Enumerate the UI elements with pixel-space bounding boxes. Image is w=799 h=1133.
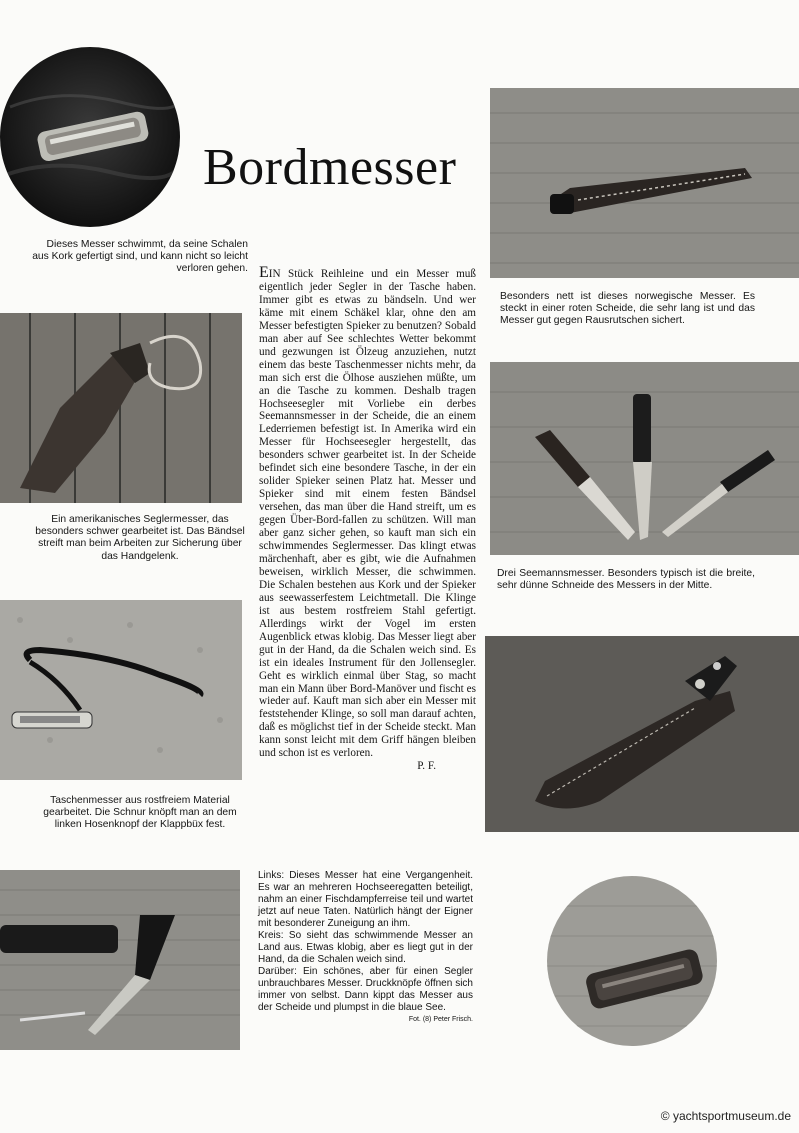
photo-knife-in-sheath <box>485 636 799 832</box>
caption-left: Links: Dieses Messer hat eine Vergangenheit. Es war an mehreren Hochseeregatten beteiligt, nahm an einer Fischdampferreise teil und wartet jetzt auf neue Taten. Natürlich hängt der Eigner mit besonderer Zuneigung an ihm. <box>258 870 473 929</box>
caption-three-knives: Drei Seemannsmesser. Besonders typisch ist die breite, sehr dünne Schneide des Messers in der Mitte. <box>497 568 755 592</box>
page-title: Bordmesser <box>203 139 457 196</box>
photo-floating-knife-water <box>0 47 180 227</box>
captions-lower-block <box>258 870 473 1026</box>
watermark: © yachtsportmuseum.de <box>660 1109 791 1123</box>
caption-pocket-knife: Taschenmesser aus rostfreiem Material gearbeitet. Die Schnur knöpft man an dem linken Hosenknopf der Klappbüx fest. <box>43 795 237 831</box>
caption-circle: Kreis: So sieht das schwimmende Messer an Land aus. Etwas klobig, aber es liegt gut in der Hand, da die Schalen weich sind. <box>258 930 473 965</box>
article-signature: P. F. <box>417 760 436 773</box>
photo-pocket-knife <box>0 600 242 780</box>
article-body <box>259 264 476 773</box>
caption-american-knife: Ein amerikanisches Seglermesser, das besonders schwer gearbeitet ist. Das Bändsel streift man beim Arbeiten zur Sicherung über das Handgelenk. <box>35 514 245 562</box>
photo-floating-knife-land <box>547 876 717 1046</box>
caption-above: Darüber: Ein schönes, aber für einen Segler unbrauchbares Messer. Druckknöpfe öffnen sich immer von selbst. Dann kippt das Messer aus der Scheide und plumpst in die blaue See. <box>258 966 473 1013</box>
article-text: IN Stück Reihleine und ein Messer muß eigentlich jeder Segler in der Tasche haben. Immer gibt es etwas zu bändseln. Und wer käme mit einem Schäkel klar, ohne den am Messer befestigten Spieker zu benutzen? Sobald man aber auf See schlechtes Wetter bekommt und gezwungen ist Ölzeug anzuziehen, nutzt einem das beste Taschenmesser nichts mehr, da man sich erst die Ölhose ausziehen müßte, um an die Tasche zu kommen. Deshalb tragen Hochseesegler mit Vorliebe ein derbes Seemannsmesser in der Scheide, die an einem Lederriemen befestigt ist. In Amerika wird ein Messer für Hochseesegler hergestellt, das besonders schwer gearbeitet ist. In der Scheide befindet sich eine besondere Tasche, in der ein solider Spieker seinen Platz hat. Messer und Spieker sind mit einem festen Bändsel versehen, das man über die Hand streift, um es gegen Über-Bord-fallen zu schützen. Will man aber ganz sicher gehen, so kauft man sich ein schwimmendes Seglermesser. Das klingt etwas märchenhaft, aber es gibt, wie die Aufnahmen beweisen, wirklich Messer, die schwimmen. Die Schalen bestehen aus Kork und der Spieker aus seewasserfestem Leichtmetall. Die Klinge ist aus bestem rostfreiem Stahl gefertigt. Allerdings wirkt der Vogel im ersten Augenblick etwas klobig. Das Messer liegt aber gut in der Hand, da die Schalen weich sind. Es ist ein ideales Instrument für den Jollensegler. Geht es wirklich einmal über Stag, so macht man ein Mann über Bord-Manöver und fischt es wieder auf. Kauft man sich aber ein Messer mit feststehender Klinge, so soll man darauf achten, daß es möglichst tief in der Scheide steckt. Man kann sonst leicht mit dem Griff hängen bleiben und schon ist es verloren. <box>259 268 476 760</box>
photo-three-knives <box>490 362 799 555</box>
article-drop-cap: E <box>259 264 269 281</box>
photo-norwegian-knife <box>490 88 799 278</box>
caption-norwegian-knife: Besonders nett ist dieses norwegische Messer. Es steckt in einer roten Scheide, die sehr lang ist und das Messer gut gegen Rausrutschen sichert. <box>500 291 755 327</box>
photo-credit: Fot. (8) Peter Frisch. <box>408 1016 473 1023</box>
caption-floating-knife: Dieses Messer schwimmt, da seine Schalen aus Kork gefertigt sind, und kann nicht so leicht verloren gehen. <box>32 239 248 275</box>
photo-american-knife <box>0 313 242 503</box>
photo-knife-with-sheath <box>0 870 240 1050</box>
